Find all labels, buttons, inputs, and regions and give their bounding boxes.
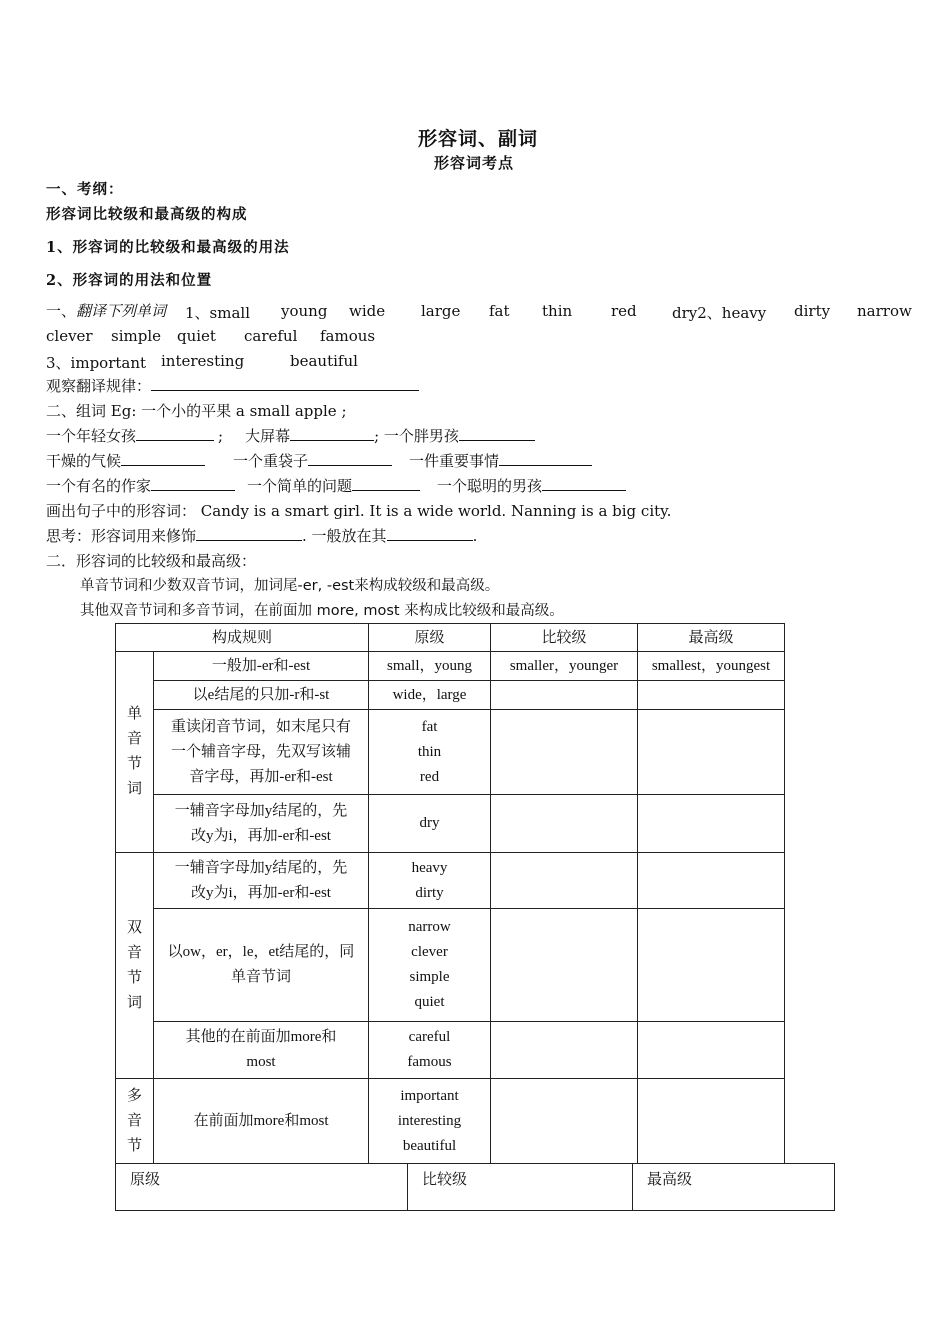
group-label-char: 词 <box>126 994 142 1011</box>
word: famous <box>320 327 376 345</box>
phrase-label: 一个年轻女孩 <box>46 427 137 445</box>
header-comparative: 比较级 <box>491 624 638 652</box>
observe-label: 观察翻译规律： <box>46 377 152 395</box>
base-word: important <box>400 1087 459 1104</box>
answer-header-base[interactable]: 原级 <box>116 1164 408 1211</box>
answer-blank[interactable] <box>352 476 420 491</box>
group-double-syllable <box>116 853 154 1079</box>
section2-rule-1: 单音节词和少数双音节词，加词尾-er, -est来构成较级和最高级。 <box>80 578 500 594</box>
rule-cell: 以e结尾的只加-r和-st <box>154 681 369 710</box>
word: red <box>611 302 637 320</box>
group-label-char: 音 <box>126 1112 142 1129</box>
outline-heading: 一、考纲： <box>46 181 124 198</box>
think-mid: . 一般放在其 <box>302 527 387 545</box>
group-label-char: 音 <box>126 944 142 961</box>
base-cell: wide，large <box>369 681 491 710</box>
base-cell <box>369 1022 491 1079</box>
comparative-cell[interactable] <box>491 795 638 853</box>
answer-row <box>116 1164 835 1211</box>
exercise1-instruction: 翻译下列单词 <box>76 302 167 320</box>
comparative-cell[interactable] <box>491 909 638 1022</box>
comparison-table <box>115 623 785 1164</box>
word: 3、important <box>46 354 147 372</box>
comparative-cell[interactable]: smaller，younger <box>491 652 638 681</box>
base-word: famous <box>407 1054 452 1070</box>
group-label-char: 双 <box>126 919 142 936</box>
answer-blank[interactable] <box>387 526 473 541</box>
base-cell <box>369 1079 491 1164</box>
rule-cell: 一辅音字母加y结尾的，先改y为i，再加-er和-est <box>154 795 369 853</box>
word: wide <box>349 302 386 320</box>
base-cell <box>369 853 491 909</box>
base-cell <box>369 710 491 795</box>
base-word: clever <box>411 944 448 960</box>
word: dry2、heavy <box>672 304 767 322</box>
superlative-cell[interactable]: smallest，youngest <box>638 652 785 681</box>
group-label-char: 节 <box>126 1137 142 1154</box>
outline-line-1: 形容词比较级和最高级的构成 <box>46 206 248 223</box>
answer-blank[interactable] <box>542 476 626 491</box>
comparative-cell[interactable] <box>491 853 638 909</box>
word: quiet <box>177 327 216 345</box>
base-cell <box>369 909 491 1022</box>
phrase-label: 大屏幕 <box>245 427 291 445</box>
table-row <box>116 1079 785 1164</box>
answer-blank[interactable] <box>136 426 214 441</box>
answer-blank[interactable] <box>196 526 302 541</box>
outline-line-2: 1、形容词的比较级和最高级的用法 <box>46 239 290 256</box>
superlative-cell[interactable] <box>638 681 785 710</box>
answer-header-superlative[interactable]: 最高级 <box>633 1164 835 1211</box>
group-label-char: 多 <box>126 1087 142 1104</box>
answer-blank[interactable] <box>121 451 205 466</box>
rule-cell: 重读闭音节词，如末尾只有一个辅音字母，先双写该辅音字母，再加-er和-est <box>154 710 369 795</box>
header-rule: 构成规则 <box>116 624 369 652</box>
phrase-label: 一个有名的作家 <box>46 477 152 495</box>
base-word: heavy <box>411 859 448 876</box>
base-word: narrow <box>408 919 451 935</box>
table-header-row <box>116 624 785 652</box>
table-row <box>116 652 785 681</box>
phrase-label: 干燥的气候 <box>46 452 122 470</box>
header-base: 原级 <box>369 624 491 652</box>
phrase-row-3 <box>46 474 626 499</box>
table-row <box>116 795 785 853</box>
comparative-cell[interactable] <box>491 710 638 795</box>
answer-blank[interactable] <box>290 426 374 441</box>
word: beautiful <box>290 352 358 370</box>
table-row <box>116 909 785 1022</box>
phrase-separator: ; <box>218 427 224 445</box>
base-word: dirty <box>415 884 444 901</box>
exercise1-prefix: 一、 <box>46 302 77 320</box>
answer-blank[interactable] <box>459 426 535 441</box>
phrase-label: 一个简单的问题 <box>247 477 353 495</box>
group-single-syllable <box>116 652 154 853</box>
base-word: red <box>419 768 440 785</box>
answer-blank[interactable] <box>151 476 235 491</box>
outline-line-3: 2、形容词的用法和位置 <box>46 272 213 289</box>
table-row <box>116 1022 785 1079</box>
observe-line <box>46 374 419 399</box>
table-row <box>116 710 785 795</box>
superlative-cell[interactable] <box>638 909 785 1022</box>
phrase-label: ; 一个胖男孩 <box>374 427 459 445</box>
exercise2-intro: 二、组词 Eg: 一个小的平果 a small apple ; <box>46 402 347 420</box>
section2-heading: 二．形容词的比较级和最高级： <box>46 552 257 570</box>
exercise1-heading <box>46 299 166 324</box>
rule-cell: 以ow，er，le，et结尾的，同单音节词 <box>154 909 369 1022</box>
superlative-cell[interactable] <box>638 1079 785 1164</box>
comparative-cell[interactable] <box>491 681 638 710</box>
base-word: simple <box>409 969 450 985</box>
superlative-cell[interactable] <box>638 795 785 853</box>
header-superlative: 最高级 <box>638 624 785 652</box>
answer-blank[interactable] <box>151 376 419 391</box>
think-label: 思考：形容词用来修饰 <box>46 527 197 545</box>
comparative-cell[interactable] <box>491 1079 638 1164</box>
comparative-cell[interactable] <box>491 1022 638 1079</box>
phrase-label: 一件重要事情 <box>409 452 500 470</box>
base-word: thin <box>417 743 442 760</box>
rule-cell: 一辅音字母加y结尾的，先改y为i，再加-er和-est <box>154 853 369 909</box>
group-label-char: 单 <box>126 706 142 722</box>
rule-cell: 其他的在前面加more和most <box>154 1022 369 1079</box>
superlative-cell[interactable] <box>638 1022 785 1079</box>
base-word: careful <box>408 1029 451 1045</box>
think-end: . <box>472 527 478 545</box>
word: careful <box>244 327 298 345</box>
base-word: fat <box>421 718 438 735</box>
think-line <box>46 524 477 549</box>
table-row <box>116 853 785 909</box>
base-cell: dry <box>369 795 491 853</box>
phrase-label: 一个聪明的男孩 <box>437 477 543 495</box>
group-multi-syllable <box>116 1079 154 1164</box>
word: 1、small <box>185 304 251 322</box>
word: young <box>281 302 328 320</box>
group-label-char: 节 <box>126 969 142 986</box>
base-word: beautiful <box>402 1137 457 1154</box>
group-label-char: 音 <box>126 731 142 747</box>
word: thin <box>542 302 573 320</box>
word: interesting <box>161 352 245 370</box>
group-label-char: 节 <box>126 756 142 772</box>
superlative-cell[interactable] <box>638 710 785 795</box>
phrase-label: 一个重袋子 <box>233 452 309 470</box>
phrase-row-1 <box>46 424 535 449</box>
underline-prompt: 画出句子中的形容词： Candy is a smart girl. It is a wide world. Nanning is a big city. <box>46 502 672 520</box>
superlative-cell[interactable] <box>638 853 785 909</box>
page-title: 形容词、副词 <box>418 128 539 150</box>
rule-cell: 在前面加more和most <box>154 1079 369 1164</box>
table-row <box>116 681 785 710</box>
word: simple <box>111 327 161 345</box>
answer-blank[interactable] <box>308 451 392 466</box>
word: large <box>421 302 461 320</box>
phrase-row-2 <box>46 449 592 474</box>
word: dirty <box>794 302 831 320</box>
answer-table <box>115 1163 835 1211</box>
word: narrow <box>857 302 912 320</box>
rule-cell: 一般加-er和-est <box>154 652 369 681</box>
base-word: interesting <box>397 1112 462 1129</box>
answer-header-comparative[interactable]: 比较级 <box>408 1164 633 1211</box>
base-word: quiet <box>414 994 445 1010</box>
base-cell: small，young <box>369 652 491 681</box>
word: fat <box>489 302 510 320</box>
section2-rule-2: 其他双音节词和多音节词，在前面加 more, most 来构成比较级和最高级。 <box>80 603 564 619</box>
page-subtitle: 形容词考点 <box>434 154 515 172</box>
answer-blank[interactable] <box>499 451 592 466</box>
word: clever <box>46 327 93 345</box>
group-label-char: 词 <box>126 781 142 797</box>
